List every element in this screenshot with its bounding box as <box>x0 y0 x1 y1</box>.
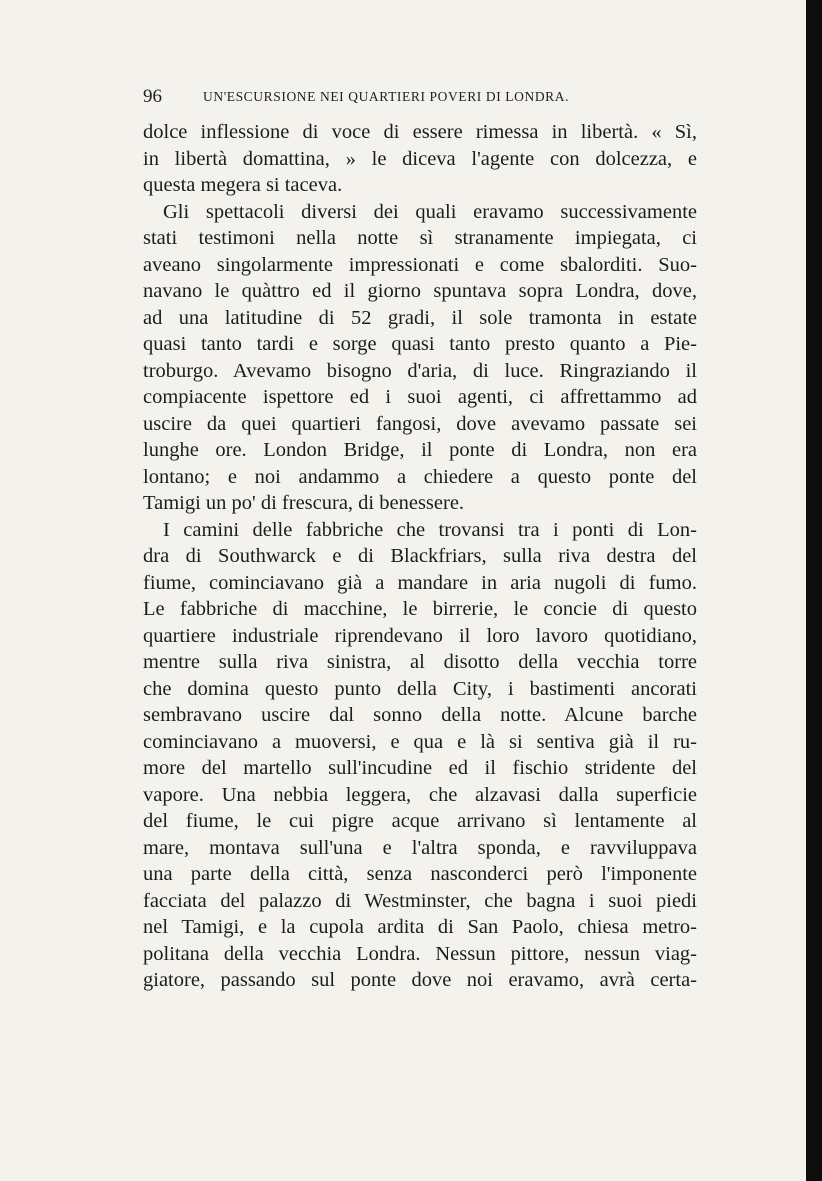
text-line: aveano singolarmente impressionati e come sbalorditi. Suo- <box>143 253 697 276</box>
text-line: quasi tanto tardi e sorge quasi tanto presto quanto a Pie- <box>143 333 697 355</box>
text-line: dolce inflessione di voce di essere rimessa in libertà. « Sì, <box>143 121 697 143</box>
text-line: Gli spettacoli diversi dei quali eravamo successivamente <box>163 200 697 223</box>
text-line: facciata del palazzo di Westminster, che bagna i suoi piedi <box>143 889 697 912</box>
text-line: fiume, cominciavano già a mandare in aria nugoli di fumo. <box>143 571 697 594</box>
text-line: mentre sulla riva sinistra, al disotto della vecchia torre <box>143 651 697 673</box>
text-line: politana della vecchia Londra. Nessun pittore, nessun viag- <box>143 942 697 965</box>
text-line: ad una latitudine di 52 gradi, il sole tramonta in estate <box>143 306 697 329</box>
text-line: giatore, passando sul ponte dove noi eravamo, avrà certa- <box>143 969 697 991</box>
text-line: mare, montava sull'una e l'altra sponda, e ravviluppava <box>143 836 697 859</box>
page-edge-shadow <box>806 0 822 1181</box>
text-line: nel Tamigi, e la cupola ardita di San Paolo, chiesa metro- <box>143 916 697 938</box>
text-line: cominciavano a muoversi, e qua e là si sentiva già il ru- <box>143 730 697 753</box>
text-line: sembravano uscire dal sonno della notte. Alcune barche <box>143 704 697 726</box>
text-line: questa megera si taceva. <box>143 174 343 196</box>
page-number: 96 <box>143 86 162 107</box>
text-line: compiacente ispettore ed i suoi agenti, ci affrettammo ad <box>143 386 697 408</box>
text-line: lontano; e noi andammo a chiedere a questo ponte del <box>143 465 697 488</box>
text-line: che domina questo punto della City, i bastimenti ancorati <box>143 677 697 700</box>
text-line: vapore. Una nebbia leggera, che alzavasi dalla superficie <box>143 783 697 806</box>
text-line: una parte della città, senza nasconderci però l'imponente <box>143 863 697 885</box>
text-line: navano le quàttro ed il giorno spuntava sopra Londra, dove, <box>143 280 697 302</box>
text-line: dra di Southwarck e di Blackfriars, sulla riva destra del <box>143 545 697 567</box>
text-line: in libertà domattina, » le diceva l'agente con dolcezza, e <box>143 147 697 170</box>
running-head <box>143 86 703 112</box>
text-line: lunghe ore. London Bridge, il ponte di Londra, non era <box>143 439 697 461</box>
text-line: uscire da quei quartieri fangosi, dove avevamo passate sei <box>143 412 697 435</box>
text-line: stati testimoni nella notte sì stranamente impiegata, ci <box>143 227 697 249</box>
running-title: UN'ESCURSIONE NEI QUARTIERI POVERI DI LONDRA. <box>203 89 570 104</box>
text-line: Le fabbriche di macchine, le birrerie, le concie di questo <box>143 598 697 620</box>
text-line: troburgo. Avevamo bisogno d'aria, di luce. Ringraziando il <box>143 359 697 382</box>
text-line: more del martello sull'incudine ed il fischio stridente del <box>143 757 697 779</box>
text-line: del fiume, le cui pigre acque arrivano sì lentamente al <box>143 810 697 832</box>
text-line: quartiere industriale riprendevano il loro lavoro quotidiano, <box>143 624 697 647</box>
text-line: Tamigi un po' di frescura, di benessere. <box>143 492 465 514</box>
body-text <box>143 119 697 994</box>
text-line: I camini delle fabbriche che trovansi tra i ponti di Lon- <box>163 518 697 541</box>
